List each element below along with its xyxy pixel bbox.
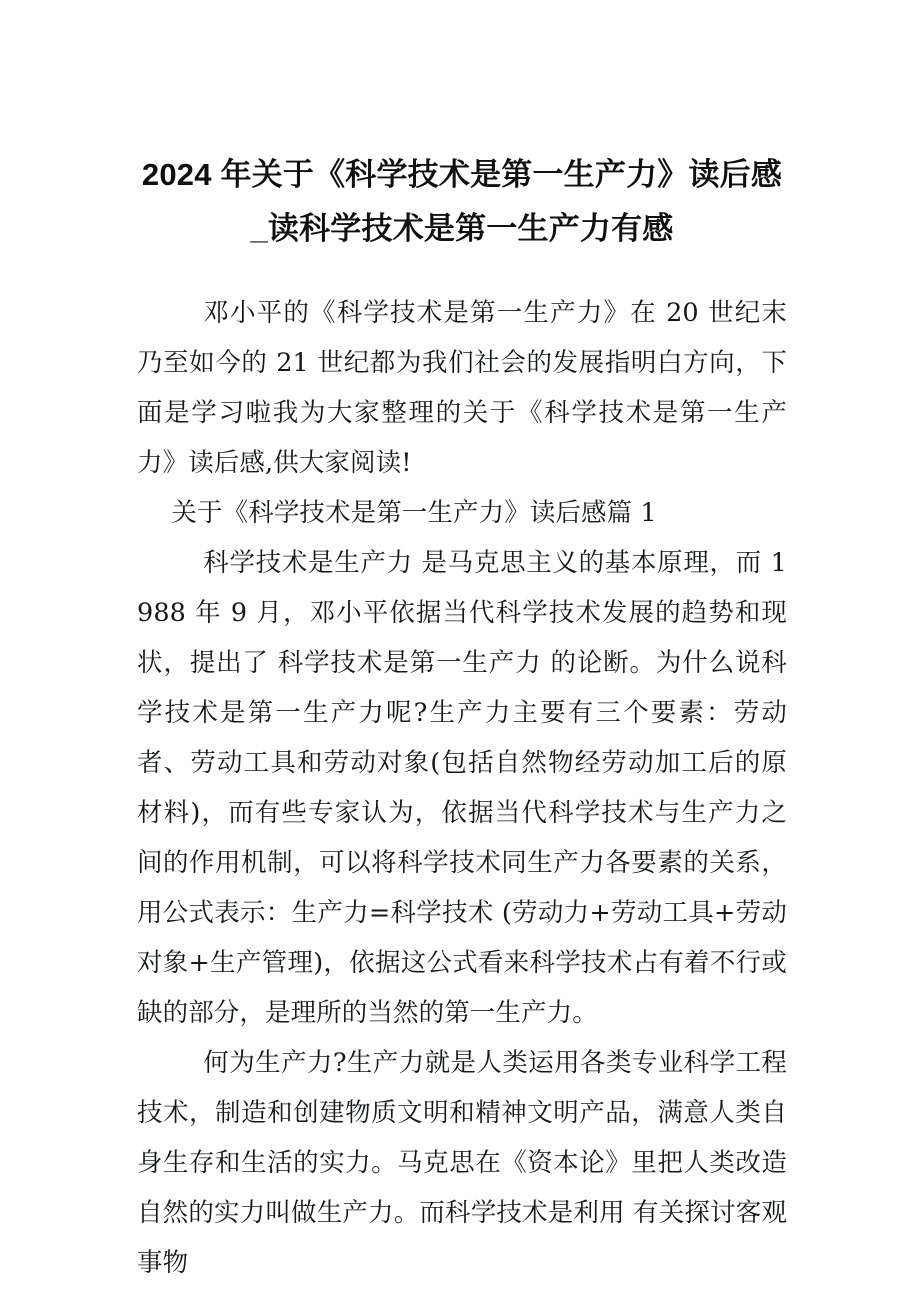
paragraph-intro: 邓小平的《科学技术是第一生产力》在 20 世纪末乃至如今的 21 世纪都为我们社会的发展指明白方向，下面是学习啦我为大家整理的关于《科学技术是第一生产力》读后感,供大家阅读! <box>137 298 787 478</box>
paragraph-body-2: 何为生产力?生产力就是人类运用各类专业科学工程技术，制造和创建物质文明和精神文明产品，满意人类自身生存和生活的实力。马克思在《资本论》里把人类改造自然的实力叫做生产力。而科学技术是利用 有关探讨客观事物 <box>137 1048 787 1278</box>
section-heading-1: 关于《科学技术是第一生产力》读后感篇 1 <box>171 498 657 528</box>
document-text-column <box>137 0 787 1288</box>
page-title: 2024 年关于《科学技术是第一生产力》读后感_读科学技术是第一生产力有感 <box>141 157 783 246</box>
paragraph-body-1: 科学技术是生产力 是马克思主义的基本原理，而 1988 年 9 月，邓小平依据当代科学技术发展的趋势和现状，提出了 科学技术是第一生产力 的论断。为什么说科学技术是第一生产力呢?生产力主要有三个要素：劳动者、劳动工具和劳动对象(包括自然物经劳动加工后的原材料)，而有些专家认为，依据当代科学技术与生产力之间的作用机制，可以将科学技术同生产力各要素的关系，用公式表示：生产力=科学技术 (劳动力+劳动工具+劳动对象+生产管理)，依据这公式看来科学技术占有着不行或缺的部分，是理所的当然的第一生产力。 <box>137 548 787 1028</box>
